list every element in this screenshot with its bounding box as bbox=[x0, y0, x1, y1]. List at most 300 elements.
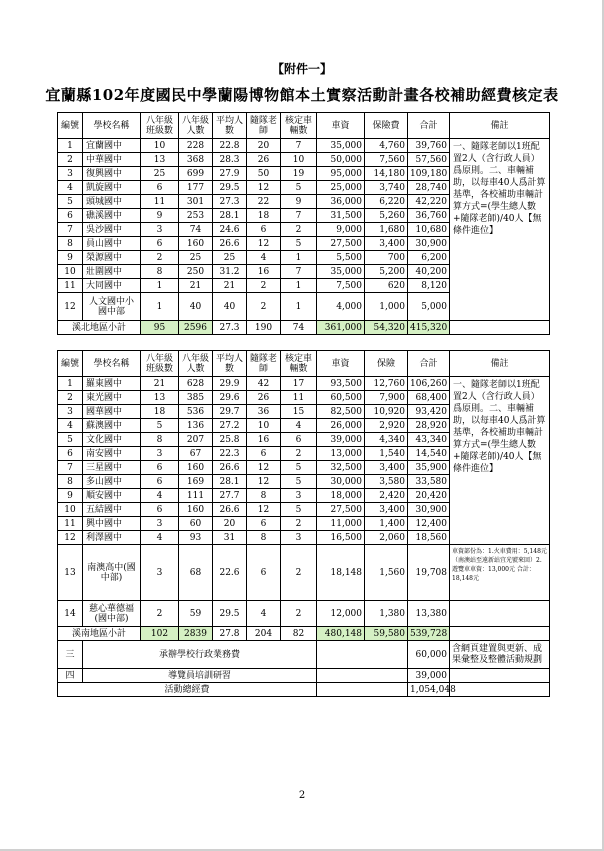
cell-vehicles: 5 bbox=[281, 461, 317, 475]
subtotal-vehicles: 82 bbox=[281, 627, 317, 641]
cell-fare: 12,000 bbox=[317, 601, 365, 627]
cell-total: 30,900 bbox=[408, 237, 450, 251]
cell-no: 2 bbox=[58, 391, 83, 405]
cell-avg: 25 bbox=[213, 251, 247, 265]
cell-teachers: 2 bbox=[247, 293, 281, 321]
cell-fare: 95,000 bbox=[317, 167, 365, 181]
cell-no: 3 bbox=[58, 405, 83, 419]
subtotal-insurance: 54,320 bbox=[365, 321, 408, 335]
cell-students: 699 bbox=[179, 167, 213, 181]
cell-school: 員山國中 bbox=[83, 237, 141, 251]
subtotal-teachers: 190 bbox=[247, 321, 281, 335]
subtotal-total: 415,320 bbox=[408, 321, 450, 335]
cell-classes: 21 bbox=[141, 377, 179, 391]
cell-vehicles: 2 bbox=[281, 517, 317, 531]
cell-classes: 8 bbox=[141, 265, 179, 279]
cell-classes: 6 bbox=[141, 475, 179, 489]
cell-school: 中華國中 bbox=[83, 153, 141, 167]
cell-vehicles: 7 bbox=[281, 139, 317, 153]
subtotal-students: 2596 bbox=[179, 321, 213, 335]
cell-avg: 25.8 bbox=[213, 433, 247, 447]
cell-teachers: 26 bbox=[247, 153, 281, 167]
item-label: 導覽員培訓研習 bbox=[83, 669, 317, 683]
cell-total: 93,420 bbox=[408, 405, 450, 419]
cell-students: 68 bbox=[179, 545, 213, 601]
cell-vehicles: 19 bbox=[281, 167, 317, 181]
cell-fare: 39,000 bbox=[317, 433, 365, 447]
table-row bbox=[58, 377, 550, 391]
cell-total: 12,400 bbox=[408, 517, 450, 531]
cell-classes: 6 bbox=[141, 181, 179, 195]
cell-total: 40,200 bbox=[408, 265, 450, 279]
cell-avg: 29.9 bbox=[213, 377, 247, 391]
cell-avg: 31.2 bbox=[213, 265, 247, 279]
cell-total: 30,900 bbox=[408, 503, 450, 517]
cell-vehicles: 7 bbox=[281, 209, 317, 223]
cell-vehicles: 15 bbox=[281, 405, 317, 419]
cell-no: 4 bbox=[58, 181, 83, 195]
cell-insurance: 10,920 bbox=[365, 405, 408, 419]
subtotal-vehicles: 74 bbox=[281, 321, 317, 335]
header-classes: 八年級班級數 bbox=[141, 351, 179, 377]
cell-insurance: 6,220 bbox=[365, 195, 408, 209]
cell-insurance: 5,200 bbox=[365, 265, 408, 279]
cell-vehicles: 5 bbox=[281, 503, 317, 517]
cell-school: 蘇澳國中 bbox=[83, 419, 141, 433]
cell-fare: 25,000 bbox=[317, 181, 365, 195]
cell-school: 礁溪國中 bbox=[83, 209, 141, 223]
cell-insurance: 3,400 bbox=[365, 503, 408, 517]
cell-classes: 1 bbox=[141, 279, 179, 293]
cell-vehicles: 17 bbox=[281, 377, 317, 391]
cell-students: 60 bbox=[179, 517, 213, 531]
cell-teachers: 6 bbox=[247, 517, 281, 531]
cell-teachers: 42 bbox=[247, 377, 281, 391]
cell-avg: 28.1 bbox=[213, 475, 247, 489]
subtotal-label: 溪北地區小計 bbox=[58, 321, 141, 335]
cell-school: 羅東國中 bbox=[83, 377, 141, 391]
cell-teachers: 10 bbox=[247, 419, 281, 433]
cell-total: 36,760 bbox=[408, 209, 450, 223]
cell-fare: 4,000 bbox=[317, 293, 365, 321]
remarks-cell: 一、隨隊老師以1班配置2人（含行政人員）爲原則。二、車輛補助，以每車40人爲計算基準，各校補助車輛計算方式=(學生總人數+隨隊老師)/40人【無條件進位】 bbox=[450, 377, 550, 545]
cell-fare: 18,148 bbox=[317, 545, 365, 601]
cell-school: 慈心華德福(國中部) bbox=[83, 601, 141, 627]
cell-teachers: 6 bbox=[247, 223, 281, 237]
cell-avg: 22.6 bbox=[213, 545, 247, 601]
cell-students: 160 bbox=[179, 237, 213, 251]
cell-teachers: 8 bbox=[247, 531, 281, 545]
cell-teachers: 36 bbox=[247, 405, 281, 419]
cell-fare: 93,500 bbox=[317, 377, 365, 391]
cell-school: 南安國中 bbox=[83, 447, 141, 461]
cell-fare: 50,000 bbox=[317, 153, 365, 167]
cell-no: 8 bbox=[58, 237, 83, 251]
cell-insurance: 7,900 bbox=[365, 391, 408, 405]
cell-vehicles: 10 bbox=[281, 153, 317, 167]
cell-school: 頭城國中 bbox=[83, 195, 141, 209]
cell-teachers: 12 bbox=[247, 475, 281, 489]
cell-vehicles: 2 bbox=[281, 447, 317, 461]
cell-students: 160 bbox=[179, 503, 213, 517]
cell-classes: 5 bbox=[141, 419, 179, 433]
cell-avg: 26.6 bbox=[213, 237, 247, 251]
cell-teachers: 4 bbox=[247, 251, 281, 265]
cell-total: 18,560 bbox=[408, 531, 450, 545]
cell-classes: 3 bbox=[141, 517, 179, 531]
cell-total: 33,580 bbox=[408, 475, 450, 489]
cell-classes: 9 bbox=[141, 209, 179, 223]
cell-teachers: 50 bbox=[247, 167, 281, 181]
cell-classes: 11 bbox=[141, 195, 179, 209]
cell-students: 177 bbox=[179, 181, 213, 195]
cell-avg: 29.7 bbox=[213, 405, 247, 419]
cell-insurance: 700 bbox=[365, 251, 408, 265]
cell-no: 11 bbox=[58, 279, 83, 293]
cell-teachers: 16 bbox=[247, 265, 281, 279]
cell-classes: 6 bbox=[141, 503, 179, 517]
header-students: 八年級人數 bbox=[179, 113, 213, 139]
cell-school: 大同國中 bbox=[83, 279, 141, 293]
header-teachers: 隨隊老師 bbox=[247, 113, 281, 139]
cell-vehicles: 1 bbox=[281, 279, 317, 293]
cell-classes: 4 bbox=[141, 531, 179, 545]
cell-classes: 6 bbox=[141, 237, 179, 251]
cell-vehicles: 3 bbox=[281, 531, 317, 545]
header-avg: 平均人數 bbox=[213, 351, 247, 377]
cell-total: 14,540 bbox=[408, 447, 450, 461]
cell-fare: 32,500 bbox=[317, 461, 365, 475]
cell-school: 興中國中 bbox=[83, 517, 141, 531]
subtotal-avg: 27.8 bbox=[213, 627, 247, 641]
cell-students: 536 bbox=[179, 405, 213, 419]
cell-total: 106,260 bbox=[408, 377, 450, 391]
cell-no: 8 bbox=[58, 475, 83, 489]
table-row bbox=[58, 139, 550, 153]
cell-empty bbox=[317, 683, 408, 697]
cell-insurance: 2,060 bbox=[365, 531, 408, 545]
cell-avg: 29.5 bbox=[213, 601, 247, 627]
cell-insurance: 3,740 bbox=[365, 181, 408, 195]
cell-avg: 20 bbox=[213, 517, 247, 531]
cell-avg: 22.8 bbox=[213, 139, 247, 153]
cell-teachers: 6 bbox=[247, 545, 281, 601]
cell-fare: 13,000 bbox=[317, 447, 365, 461]
cell-no: 2 bbox=[58, 153, 83, 167]
cell-students: 250 bbox=[179, 265, 213, 279]
cell-avg: 29.6 bbox=[213, 391, 247, 405]
cell-students: 628 bbox=[179, 377, 213, 391]
cell-total: 5,000 bbox=[408, 293, 450, 321]
cell-vehicles: 11 bbox=[281, 391, 317, 405]
cell-school: 吳沙國中 bbox=[83, 223, 141, 237]
grand-total-value: 1,054,048 bbox=[408, 683, 450, 697]
cell-insurance: 5,260 bbox=[365, 209, 408, 223]
cell-insurance: 12,760 bbox=[365, 377, 408, 391]
cell-total: 42,220 bbox=[408, 195, 450, 209]
header-school: 學校名稱 bbox=[83, 351, 141, 377]
cell-vehicles: 5 bbox=[281, 475, 317, 489]
cell-avg: 27.2 bbox=[213, 419, 247, 433]
header-no: 編號 bbox=[58, 113, 83, 139]
cell-classes: 18 bbox=[141, 405, 179, 419]
cell-vehicles: 1 bbox=[281, 293, 317, 321]
cell-no: 11 bbox=[58, 517, 83, 531]
cell-total: 43,340 bbox=[408, 433, 450, 447]
cell-no: 4 bbox=[58, 419, 83, 433]
cell-no: 12 bbox=[58, 531, 83, 545]
cell-avg: 29.5 bbox=[213, 181, 247, 195]
cell-insurance: 620 bbox=[365, 279, 408, 293]
subtotal-insurance: 59,580 bbox=[365, 627, 408, 641]
fare-note: 車資部份為：1.火車費用：5,148元（南澳站至遠新站宜光號來回）2.遊覽車車資：13,000元 合計：18,148元 bbox=[450, 545, 550, 601]
cell-school: 順安國中 bbox=[83, 489, 141, 503]
cell-vehicles: 2 bbox=[281, 601, 317, 627]
cell-fare: 27,500 bbox=[317, 237, 365, 251]
cell-total: 10,680 bbox=[408, 223, 450, 237]
north-subtotal-row bbox=[58, 321, 550, 335]
subtotal-students: 2839 bbox=[179, 627, 213, 641]
cell-insurance: 1,560 bbox=[365, 545, 408, 601]
cell-note-empty bbox=[450, 601, 550, 627]
cell-vehicles: 2 bbox=[281, 223, 317, 237]
header-vehicles: 核定車輛數 bbox=[281, 351, 317, 377]
cell-avg: 27.3 bbox=[213, 195, 247, 209]
cell-school: 國華國中 bbox=[83, 405, 141, 419]
cell-classes: 4 bbox=[141, 489, 179, 503]
cell-insurance: 1,400 bbox=[365, 517, 408, 531]
header-teachers: 隨隊老師 bbox=[247, 351, 281, 377]
admin-fee-row bbox=[58, 641, 550, 669]
cell-students: 160 bbox=[179, 461, 213, 475]
cell-note-empty bbox=[450, 669, 550, 683]
cell-school: 五結國中 bbox=[83, 503, 141, 517]
header-note: 備註 bbox=[450, 113, 550, 139]
cell-total: 8,120 bbox=[408, 279, 450, 293]
cell-fare: 35,000 bbox=[317, 139, 365, 153]
header-fare: 車資 bbox=[317, 113, 365, 139]
cell-no: 9 bbox=[58, 489, 83, 503]
cell-teachers: 4 bbox=[247, 601, 281, 627]
cell-avg: 26.6 bbox=[213, 503, 247, 517]
header-total: 合計 bbox=[408, 351, 450, 377]
cell-avg: 31 bbox=[213, 531, 247, 545]
item-total: 39,000 bbox=[408, 669, 450, 683]
page-number: 2 bbox=[298, 790, 306, 801]
cell-school: 人文國中小國中部 bbox=[83, 293, 141, 321]
cell-school: 榮源國中 bbox=[83, 251, 141, 265]
cell-classes: 3 bbox=[141, 223, 179, 237]
cell-teachers: 6 bbox=[247, 447, 281, 461]
cell-avg: 40 bbox=[213, 293, 247, 321]
cell-classes: 3 bbox=[141, 447, 179, 461]
subtotal-total: 539,728 bbox=[408, 627, 450, 641]
cell-fare: 82,500 bbox=[317, 405, 365, 419]
cell-school: 東光國中 bbox=[83, 391, 141, 405]
cell-insurance: 3,400 bbox=[365, 461, 408, 475]
cell-fare: 31,500 bbox=[317, 209, 365, 223]
cell-fare: 30,000 bbox=[317, 475, 365, 489]
subtotal-fare: 480,148 bbox=[317, 627, 365, 641]
cell-total: 68,400 bbox=[408, 391, 450, 405]
cell-insurance: 3,400 bbox=[365, 237, 408, 251]
cell-total: 6,200 bbox=[408, 251, 450, 265]
subtotal-fare: 361,000 bbox=[317, 321, 365, 335]
cell-teachers: 20 bbox=[247, 139, 281, 153]
cell-no: 3 bbox=[58, 167, 83, 181]
cell-students: 368 bbox=[179, 153, 213, 167]
cell-no: 13 bbox=[58, 545, 83, 601]
cell-teachers: 12 bbox=[247, 503, 281, 517]
grand-total-row bbox=[58, 683, 550, 697]
cell-teachers: 12 bbox=[247, 237, 281, 251]
cell-avg: 24.6 bbox=[213, 223, 247, 237]
cell-school: 多山國中 bbox=[83, 475, 141, 489]
cell-fare: 18,000 bbox=[317, 489, 365, 503]
north-table bbox=[57, 112, 550, 335]
cell-empty bbox=[317, 669, 408, 683]
cell-note-empty bbox=[450, 683, 550, 697]
cell-insurance: 2,420 bbox=[365, 489, 408, 503]
cell-insurance: 4,760 bbox=[365, 139, 408, 153]
header-note: 備註 bbox=[450, 351, 550, 377]
header-insurance: 保險費 bbox=[365, 113, 408, 139]
cell-no: 5 bbox=[58, 433, 83, 447]
cell-insurance: 1,380 bbox=[365, 601, 408, 627]
table-row bbox=[58, 545, 550, 601]
item-total: 60,000 bbox=[408, 641, 450, 669]
cell-no: 7 bbox=[58, 461, 83, 475]
cell-school: 復興國中 bbox=[83, 167, 141, 181]
cell-fare: 60,500 bbox=[317, 391, 365, 405]
cell-insurance: 1,680 bbox=[365, 223, 408, 237]
header-classes: 八年級班級數 bbox=[141, 113, 179, 139]
cell-fare: 11,000 bbox=[317, 517, 365, 531]
cell-teachers: 22 bbox=[247, 195, 281, 209]
cell-total: 39,760 bbox=[408, 139, 450, 153]
cell-classes: 8 bbox=[141, 433, 179, 447]
cell-teachers: 12 bbox=[247, 181, 281, 195]
cell-insurance: 1,000 bbox=[365, 293, 408, 321]
cell-empty bbox=[317, 641, 408, 669]
subtotal-classes: 95 bbox=[141, 321, 179, 335]
south-subtotal-row bbox=[58, 627, 550, 641]
cell-school: 壯圍國中 bbox=[83, 265, 141, 279]
cell-students: 93 bbox=[179, 531, 213, 545]
cell-vehicles: 6 bbox=[281, 433, 317, 447]
cell-avg: 26.6 bbox=[213, 461, 247, 475]
cell-vehicles: 5 bbox=[281, 237, 317, 251]
header-students: 八年級人數 bbox=[179, 351, 213, 377]
cell-total: 35,900 bbox=[408, 461, 450, 475]
cell-no: 5 bbox=[58, 195, 83, 209]
cell-total: 57,560 bbox=[408, 153, 450, 167]
cell-students: 25 bbox=[179, 251, 213, 265]
cell-total: 13,380 bbox=[408, 601, 450, 627]
cell-avg: 27.7 bbox=[213, 489, 247, 503]
header-school: 學校名稱 bbox=[83, 113, 141, 139]
cell-teachers: 8 bbox=[247, 489, 281, 503]
subtotal-avg: 27.3 bbox=[213, 321, 247, 335]
cell-avg: 27.9 bbox=[213, 167, 247, 181]
table-row bbox=[58, 601, 550, 627]
cell-school: 宜蘭國中 bbox=[83, 139, 141, 153]
cell-students: 136 bbox=[179, 419, 213, 433]
south-table bbox=[57, 350, 550, 697]
cell-classes: 25 bbox=[141, 167, 179, 181]
cell-fare: 5,500 bbox=[317, 251, 365, 265]
header-avg: 平均人數 bbox=[213, 113, 247, 139]
header-no: 編號 bbox=[58, 351, 83, 377]
cell-students: 74 bbox=[179, 223, 213, 237]
cell-avg: 28.1 bbox=[213, 209, 247, 223]
cell-classes: 1 bbox=[141, 293, 179, 321]
cell-note-empty bbox=[450, 321, 550, 335]
header-vehicles: 核定車輛數 bbox=[281, 113, 317, 139]
cell-no: 10 bbox=[58, 265, 83, 279]
item-no: 四 bbox=[58, 669, 83, 683]
header-total: 合計 bbox=[408, 113, 450, 139]
cell-school: 文化國中 bbox=[83, 433, 141, 447]
cell-students: 40 bbox=[179, 293, 213, 321]
cell-insurance: 14,180 bbox=[365, 167, 408, 181]
remarks-cell: 一、隨隊老師以1班配置2人（含行政人員）爲原則。二、車輛補助，以每車40人爲計算基準，各校補助車輛計算方式=(學生總人數+隨隊老師)/40人【無條件進位】 bbox=[450, 139, 550, 321]
cell-vehicles: 9 bbox=[281, 195, 317, 209]
subtotal-classes: 102 bbox=[141, 627, 179, 641]
cell-classes: 10 bbox=[141, 139, 179, 153]
document-title: 宜蘭縣102年度國民中學蘭陽博物館本土實察活動計畫各校補助經費核定表 bbox=[45, 86, 559, 104]
subtotal-teachers: 204 bbox=[247, 627, 281, 641]
cell-teachers: 12 bbox=[247, 461, 281, 475]
cell-students: 253 bbox=[179, 209, 213, 223]
cell-no: 6 bbox=[58, 447, 83, 461]
cell-insurance: 7,560 bbox=[365, 153, 408, 167]
cell-vehicles: 2 bbox=[281, 545, 317, 601]
north-header-row bbox=[58, 113, 550, 139]
cell-classes: 3 bbox=[141, 545, 179, 601]
cell-teachers: 26 bbox=[247, 391, 281, 405]
cell-students: 111 bbox=[179, 489, 213, 503]
cell-vehicles: 7 bbox=[281, 265, 317, 279]
item-note: 含網頁建置與更新、成果彙整及整體活動規劃 bbox=[450, 641, 550, 669]
cell-school: 三星國中 bbox=[83, 461, 141, 475]
cell-classes: 2 bbox=[141, 251, 179, 265]
cell-students: 59 bbox=[179, 601, 213, 627]
header-insurance: 保險 bbox=[365, 351, 408, 377]
cell-insurance: 1,540 bbox=[365, 447, 408, 461]
cell-no: 10 bbox=[58, 503, 83, 517]
cell-vehicles: 1 bbox=[281, 251, 317, 265]
cell-school: 凱旋國中 bbox=[83, 181, 141, 195]
cell-fare: 26,000 bbox=[317, 419, 365, 433]
cell-avg: 21 bbox=[213, 279, 247, 293]
cell-school: 利澤國中 bbox=[83, 531, 141, 545]
annex-label: 【附件一】 bbox=[271, 62, 332, 76]
cell-no: 14 bbox=[58, 601, 83, 627]
cell-insurance: 4,340 bbox=[365, 433, 408, 447]
cell-school: 南澳高中(國中部) bbox=[83, 545, 141, 601]
cell-note-empty bbox=[450, 627, 550, 641]
subtotal-label: 溪南地區小計 bbox=[58, 627, 141, 641]
cell-no: 7 bbox=[58, 223, 83, 237]
cell-no: 6 bbox=[58, 209, 83, 223]
cell-fare: 16,500 bbox=[317, 531, 365, 545]
item-label: 承辦學校行政業務費 bbox=[83, 641, 317, 669]
cell-no: 9 bbox=[58, 251, 83, 265]
cell-total: 20,420 bbox=[408, 489, 450, 503]
cell-students: 385 bbox=[179, 391, 213, 405]
cell-students: 228 bbox=[179, 139, 213, 153]
